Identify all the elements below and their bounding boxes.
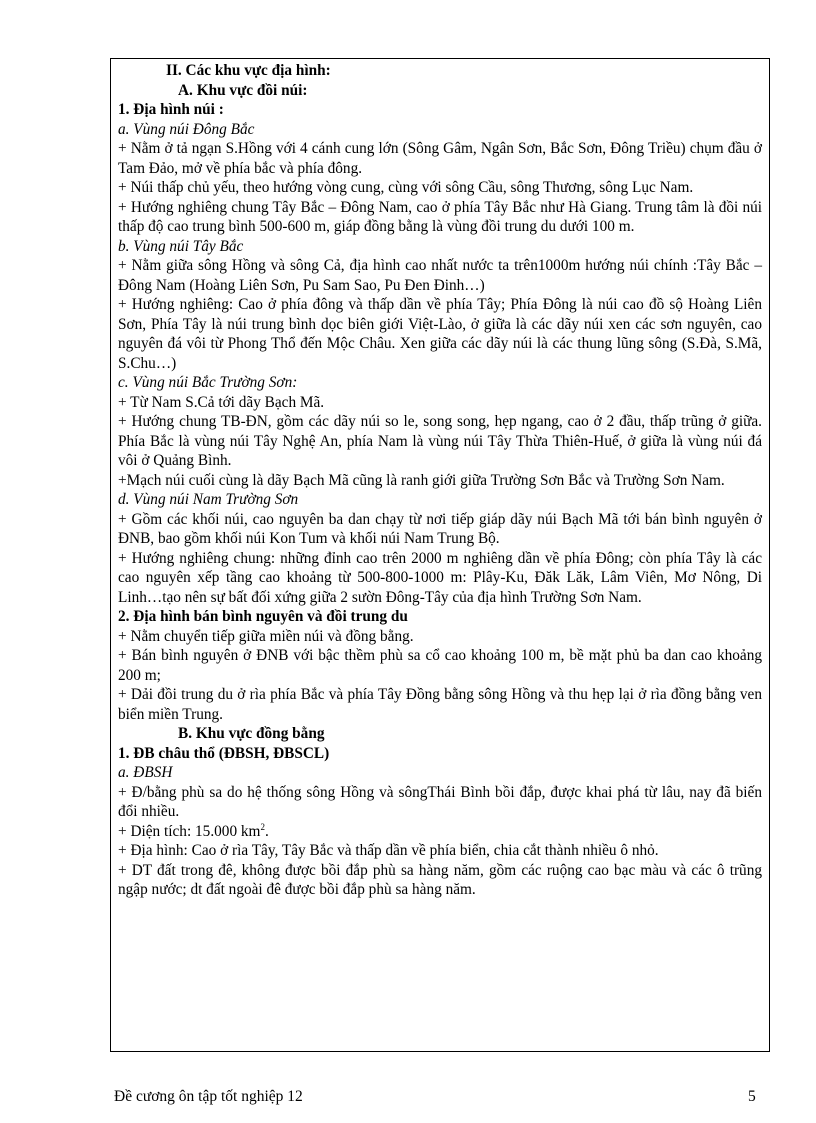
paragraph: + Địa hình: Cao ở rìa Tây, Tây Bắc và thấp dần về phía biển, chia cắt thành nhiều ô nhỏ.: [118, 842, 659, 859]
paragraph-area: [118, 822, 762, 842]
paragraph: + Nằm ở tả ngạn S.Hồng với 4 cánh cung lớn (Sông Gâm, Ngân Sơn, Bắc Sơn, Đông Triều) chụm đầu ở Tam Đảo, mở về phía bắc và phía đông.: [118, 140, 762, 177]
paragraph: + Bán bình nguyên ở ĐNB với bậc thềm phù sa cổ cao khoảng 100 m, bề mặt phủ ba dan cao khoảng 200 m;: [118, 647, 762, 684]
page-number: 5: [748, 1088, 756, 1105]
heading-semi-plain: 2. Địa hình bán bình nguyên và đồi trung du: [118, 608, 408, 625]
heading-dbsh: a. ĐBSH: [118, 764, 173, 781]
heading-section-a: A. Khu vực đồi núi:: [178, 81, 308, 99]
area-end: .: [264, 822, 269, 840]
heading-south-truong-son: d. Vùng núi Nam Trường Sơn: [118, 491, 299, 508]
heading-north-truong-son: c. Vùng núi Bắc Trường Sơn:: [118, 374, 298, 391]
paragraph: + Hướng chung TB-ĐN, gồm các dãy núi so le, song song, hẹp ngang, cao ở 2 đầu, thấp trũng ở giữa. Phía Bắc là vùng núi Tây Nghệ An, phía Nam là vùng núi Tây Thừa Thiên-Huế, ở giữa là vùng núi đá vôi ở Quảng Bình.: [118, 413, 762, 469]
paragraph: + Từ Nam S.Cả tới dãy Bạch Mã.: [118, 393, 325, 411]
heading-delta: 1. ĐB châu thổ (ĐBSH, ĐBSCL): [118, 744, 330, 762]
content-box: [110, 58, 770, 1052]
paragraph: + Nằm giữa sông Hồng và sông Cả, địa hình cao nhất nước ta trên1000m hướng núi chính :Tây Bắc – Đông Nam (Hoàng Liên Sơn, Pu Sam Sao, Pu Đen Đinh…): [118, 257, 762, 294]
area-superscript: 2: [260, 821, 265, 832]
paragraph: + Hướng nghiêng chung: những đỉnh cao trên 2000 m nghiêng dần về phía Đông; còn phía Tây là các cao nguyên xếp tầng cao khoảng từ 500-800-1000 m: Plây-Ku, Đăk Lăk, Lâm Viên, Mơ Nông, Di Linh…tạo nên sự bất đối xứng giữa 2 sườn Đông-Tây của địa hình Trường Sơn Nam.: [118, 549, 762, 606]
paragraph: + DT đất trong đê, không được bồi đắp phù sa hàng năm, gồm các ruộng cao bạc màu và các ô trũng ngập nước; dt đất ngoài đê được bồi đắp phù sa hàng năm.: [118, 861, 762, 898]
heading-mountain-terrain: 1. Địa hình núi :: [118, 101, 224, 118]
heading-northeast: a. Vùng núi Đông Bắc: [118, 120, 255, 138]
paragraph: +Mạch núi cuối cùng là dãy Bạch Mã cũng là ranh giới giữa Trường Sơn Bắc và Trường Sơn Nam.: [118, 471, 725, 489]
paragraph: + Gồm các khối núi, cao nguyên ba dan chạy từ nơi tiếp giáp dãy núi Bạch Mã tới bán bình nguyên ở ĐNB, bao gồm khối núi Kon Tum và khối núi Nam Trung Bộ.: [118, 510, 762, 547]
footer-title: Đề cương ôn tập tốt nghiệp 12: [114, 1088, 303, 1105]
heading-section-b: B. Khu vực đồng bằng: [178, 725, 325, 742]
heading-section-ii: II. Các khu vực địa hình:: [166, 62, 331, 79]
paragraph: + Nằm chuyển tiếp giữa miền núi và đồng bằng.: [118, 627, 414, 645]
paragraph: + Dải đồi trung du ở rìa phía Bắc và phía Tây Đồng bằng sông Hồng và thu hẹp lại ở rìa đồng bằng ven biển miền Trung.: [118, 686, 762, 723]
paragraph: + Hướng nghiêng: Cao ở phía đông và thấp dần về phía Tây; Phía Đông là núi cao đồ sộ Hoàng Liên Sơn, Phía Tây là núi trung bình dọc biên giới Việt-Lào, ở giữa là các dãy núi xen các sơn nguyên, cao nguyên đá vôi từ Phong Thổ đến Mộc Châu. Xen giữa các dãy núi là các thung lũng sông (S.Đà, S.Mã, S.Chu…): [118, 296, 762, 372]
paragraph: + Hướng nghiêng chung Tây Bắc – Đông Nam, cao ở phía Tây Bắc như Hà Giang. Trung tâm là đồi núi thấp độ cao trung bình 500-600 m, giáp đồng bằng là vùng đồi trung du dưới 100 m.: [118, 198, 762, 235]
paragraph: + Núi thấp chủ yếu, theo hướng vòng cung, cùng với sông Cầu, sông Thương, sông Lục Nam.: [118, 179, 694, 196]
area-text: + Diện tích: 15.000 km: [118, 822, 261, 840]
paragraph: + Đ/bằng phù sa do hệ thống sông Hồng và sôngThái Bình bồi đắp, được khai phá từ lâu, nay đã biến đổi nhiều.: [118, 783, 762, 820]
heading-northwest: b. Vùng núi Tây Bắc: [118, 237, 244, 255]
